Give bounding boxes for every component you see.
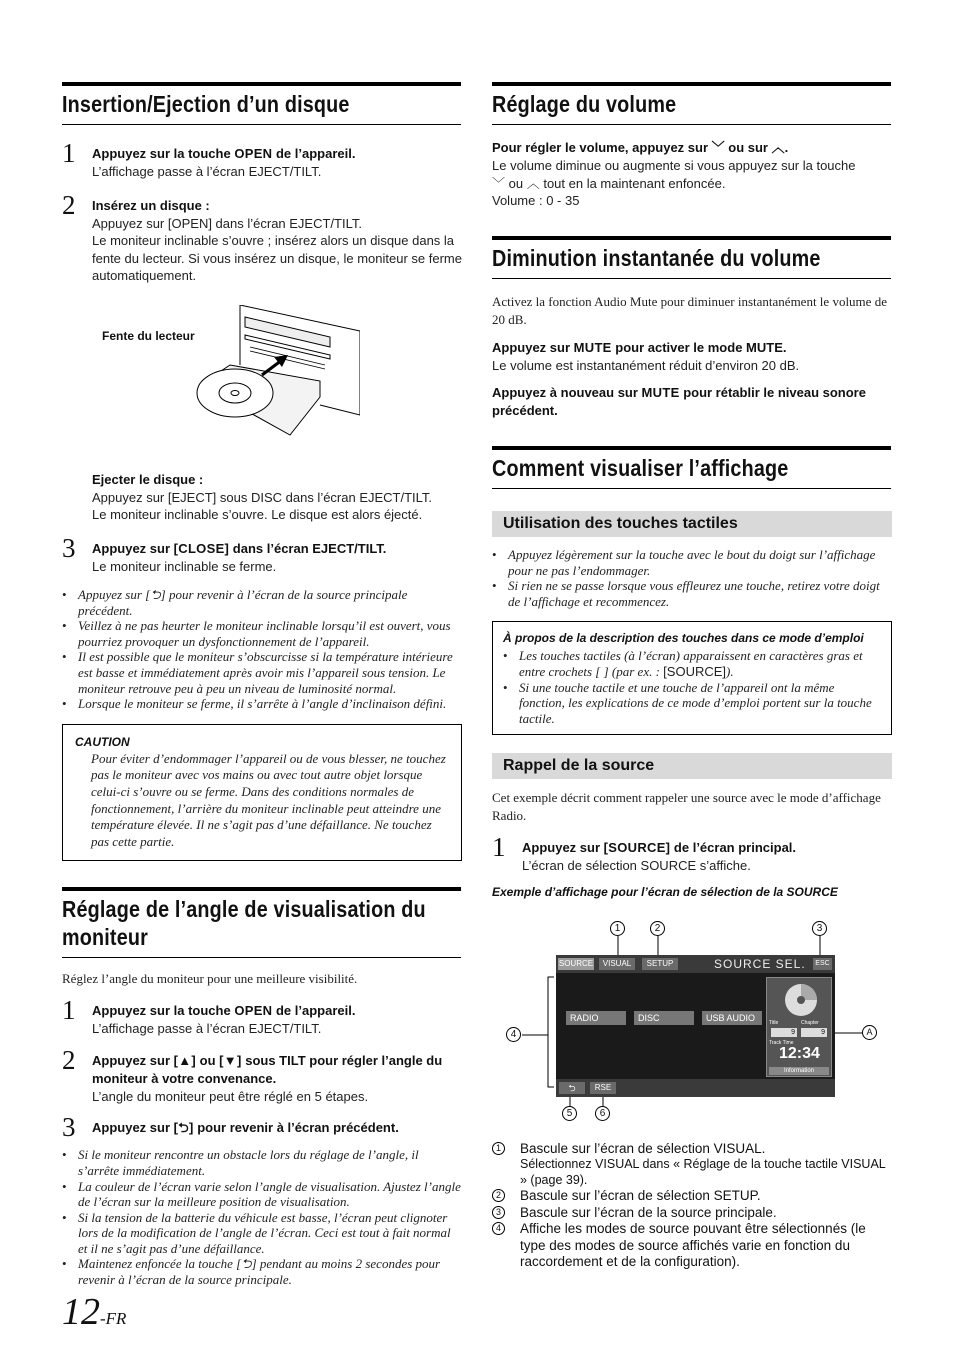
chevron-up-icon: ︿	[526, 175, 540, 191]
example-caption: Exemple d’affichage pour l’écran de sélection de la SOURCE	[492, 884, 838, 899]
angle-step-1: 1 Appuyez sur la touche OPEN de l’appareil. L’affichage passe à l’écran EJECT/TILT.	[62, 995, 356, 1037]
note-item: • Lorsque le moniteur se ferme, il s’arrête à l’angle d’inclinaison défini.	[62, 696, 462, 712]
callout-4: 4	[506, 1027, 521, 1042]
chevron-down-icon: ﹀	[492, 175, 506, 191]
return-icon: ⮌	[178, 1120, 189, 1136]
disc-slot-drawing	[190, 305, 360, 445]
information-button[interactable]: Information	[769, 1067, 829, 1075]
info-panel: Title Chapter 9 9 Track Time 12:34 Information	[766, 977, 832, 1077]
step-3: 3 Appuyez sur [CLOSE] dans l’écran EJECT/TILT. Le moniteur inclinable se ferme.	[62, 532, 387, 574]
slot-label: Fente du lecteur	[102, 328, 195, 343]
track-time: 12:34	[779, 1044, 820, 1062]
angle-step-2: 2 Appuyez sur [▲] ou [▼] sous TILT pour régler l’angle du moniteur à votre convenance. L’angle du moniteur peut être réglé en 5 étapes.	[62, 1044, 443, 1104]
callout-A: A	[862, 1025, 877, 1040]
note-item: • Si une touche tactile et une touche de l’appareil ont la même fonction, les explications de ce mode d’emploi portent sur la touche tactile.	[503, 680, 881, 727]
angle-notes-list	[62, 1147, 462, 1287]
touch-notes	[492, 547, 892, 609]
section-heading-display: Comment visualiser l’affichage	[492, 446, 891, 489]
page-number: 12-FR	[62, 1291, 127, 1333]
right-column: Réglage du volume Pour régler le volume, appuyez sur ﹀ ou sur ︿. Le volume diminue ou augmente si vous appuyez sur la touche ﹀ ou ︿ tout en la maintenant enfoncée. Volume : 0 - 35 Diminution instantanée du volume Activez la fonction Audio Mute pour diminuer instantanément le volume de 20 dB. Appuyez sur MUTE pour activer le mode MUTE. Le volume est instantanément réduit d’environ 20 dB. Appuyez à nouveau sur MUTE pour rétablir le niveau sonore précédent. Comment visualiser l’affichage Utilisation des touches tactiles • Appuyez légèrement sur la touche avec le bout du doigt sur l’affichage pour ne pas l’endommager. • Si rien ne se passe lorsque vous effleurez une touche, retirez votre doigt de l’affichage et recommencez. À propos de la description des touches dans ce mode d’emploi • Les touches tactiles (à l’écran) apparaissent en caractères gras et entre crochets [ ] (par ex. : [SOURCE]). • Si une touche tactile et une touche de l’appareil ont la même fonction, les explications de ce mode d’emploi portent sur la touche tactile. Rappel de la source Cet exemple décrit comment rappeler une source avec le mode d’affichage Radio. 1 Appuyez sur [SOURCE] de l’écran principal. L’écran de sélection SOURCE s’affiche. Exemple d’affichage pour l’écran de sélection de la SOURCE 1 2 3 4 A 5 6 SOURCE VISUAL SETUP SOURCE SEL. ESC RADIO DISC USB AUDIO Title Chapter 9 9 Track Time 12:34 Information ⮌ RSE 1 Bascule sur l’écran de sélection VISUAL. Sélectionnez VISUAL dans « Réglage de la touche tactile VISUAL » (page 39). 2 Bascule sur l’écran de sélection SETUP. 3 Bascule sur l’écran de la source principale. 4 Affiche les modes de source pouvant être sélectionnés (le type des modes de source affichés varie en fonction du raccordement et de la configuration).	[492, 82, 892, 1271]
eject-instructions: Ejecter le disque : Appuyez sur [EJECT] sous DISC dans l’écran EJECT/TILT. Le moniteur inclinable s’ouvre. Le disque est alors éjecté.	[92, 471, 433, 522]
callout-1: 1	[610, 921, 625, 936]
caution-box: CAUTION Pour éviter d’endommager l’appareil ou de vous blesser, ne touchez pas le moniteur avec vos mains ou avec tout autre objet lorsque celui-ci s’ouvre ou se ferme. Dans des conditions normales de fonctionnement, l’arrière du moniteur inclinable peut atteindre une température élevée. Il ne s’agit pas d’une défaillance. Ne touchez pas cette partie.	[62, 724, 462, 862]
callout-legend: 1 Bascule sur l’écran de sélection VISUAL. Sélectionnez VISUAL dans « Réglage de la touche tactile VISUAL » (page 39). 2 Bascule sur l’écran de sélection SETUP. 3 Bascule sur l’écran de la source principale. 4 Affiche les modes de source pouvant être sélectionnés (le type des modes de source affichés varie en fonction du raccordement et de la configuration).	[492, 1141, 892, 1271]
note-item: • Les touches tactiles (à l’écran) apparaissent en caractères gras et entre crochets [ ] (par ex. : [SOURCE]).	[503, 648, 881, 679]
disc-icon	[779, 982, 819, 1018]
note-item: • Veillez à ne pas heurter le moniteur inclinable lorsqu’il est ouvert, vous pourriez provoquer un dysfonctionnement de l’appareil.	[62, 618, 462, 649]
source-step-1: 1 Appuyez sur [SOURCE] de l’écran principal. L’écran de sélection SOURCE s’affiche.	[492, 832, 797, 874]
return-button[interactable]: ⮌	[559, 1082, 585, 1094]
step-2: 2 Insérez un disque : Appuyez sur [OPEN] dans l’écran EJECT/TILT. Le moniteur inclinable s’ouvre ; insérez alors un disque dans la fente du lecteur. Si vous insérez un disque, le moniteur se ferme automatiquement.	[62, 189, 462, 283]
return-icon: ⮌	[241, 1256, 252, 1272]
disc-button[interactable]: DISC	[634, 1011, 694, 1025]
note-item: • Si la tension de la batterie du véhicule est basse, l’écran peut clignoter lors de la modification de l’angle de l’écran. Ceci est tout à fait normal et il ne s’agit pas d’une défaillance.	[62, 1210, 462, 1257]
left-column: Insertion/Ejection d’un disque 1 Appuyez sur la touche OPEN de l’appareil. L’affichage passe à l’écran EJECT/TILT. 2 Insérez un disque : Appuyez sur [OPEN] dans l’écran EJECT/TILT. Le moniteur inclinable s’ouvre ; insérez alors un disque dans la fente du lecteur. Si vous insérez un disque, le moniteur se ferme automatiquement. Fente du lecteur Ejecter le disque : Appuyez sur [EJECT] sous DISC dans l’écran EJECT/TILT. Le moniteur inclinable s’ouvre. Le disque est alors éjecté. 3 Appuyez sur [CLOSE] dans l’écran EJECT/TILT. Le moniteur inclinable se ferme. • Appuyez sur [⮌] pour revenir à l’écran de la source principale précédent. • Veillez à ne pas heurter le moniteur inclinable lorsqu’il est ouvert, vous pourriez provoquer un dysfonctionnement de l’appareil. • Il est possible que le moniteur s’obscurcisse si la température intérieure est basse et immédiatement après avoir mis l’appareil sous tension. Le moniteur retrouve peu à peu un niveau de luminosité normal. • Lorsque le moniteur se ferme, il s’arrête à l’angle d’inclinaison défini. CAUTION Pour éviter d’endommager l’appareil ou de vous blesser, ne touchez pas le moniteur avec vos mains ou avec tout autre objet lorsque celui-ci s’ouvre ou se ferme. Dans des conditions normales de fonctionnement, l’arrière du moniteur inclinable peut atteindre une température élevée. Il ne s’agit pas d’une défaillance. Ne touchez pas cette partie. Réglage de l’angle de visualisation du moniteur Réglez l’angle du moniteur pour une meilleure visibilité. 1 Appuyez sur la touche OPEN de l’appareil. L’affichage passe à l’écran EJECT/TILT. 2 Appuyez sur [▲] ou [▼] sous TILT pour régler l’angle du moniteur à votre convenance. L’angle du moniteur peut être réglé en 5 étapes. 3 Appuyez sur [⮌] pour revenir à l’écran précédent. • Si le moniteur rencontre un obstacle lors du réglage de l’angle, il s’arrête immédiatement. • La couleur de l’écran varie selon l’angle de visualisation. Ajustez l’angle de l’écran sur la meilleure position de visualisation. • Si la tension de la batterie du véhicule est basse, l’écran peut clignoter lors de la modification de l’angle de l’écran. Ceci est tout à fait normal et il ne s’agit pas d’une défaillance. • Maintenez enfoncée la touche [⮌] pendant au moins 2 secondes pour revenir à l’écran de la source principale.	[62, 82, 462, 1288]
legend-item: 1 Bascule sur l’écran de sélection VISUAL.	[492, 1141, 892, 1158]
touch-key-info-box: À propos de la description des touches dans ce mode d’emploi • Les touches tactiles (à l’écran) apparaissent en caractères gras et entre crochets [ ] (par ex. : [SOURCE]). • Si une touche tactile et une touche de l’appareil ont la même fonction, les explications de ce mode d’emploi portent sur la touche tactile.	[492, 621, 892, 735]
angle-step-3: 3 Appuyez sur [⮌] pour revenir à l’écran précédent.	[62, 1112, 399, 1143]
legend-item: 3 Bascule sur l’écran de la source principale.	[492, 1205, 892, 1222]
subheading-source: Rappel de la source	[492, 753, 892, 779]
callout-5: 5	[562, 1106, 577, 1121]
note-item: • Maintenez enfoncée la touche [⮌] pendant au moins 2 secondes pour revenir à l’écran de la source principale.	[62, 1256, 462, 1287]
callout-2: 2	[650, 921, 665, 936]
legend-item: 2 Bascule sur l’écran de sélection SETUP.	[492, 1188, 892, 1205]
note-item: • Il est possible que le moniteur s’obscurcisse si la température intérieure est basse et immédiatement après avoir mis l’appareil sous tension. Le moniteur retrouve peu à peu un niveau de luminosité normal.	[62, 649, 462, 696]
section-heading-volume: Réglage du volume	[492, 82, 891, 125]
callout-6: 6	[595, 1106, 610, 1121]
chevron-down-icon: ﹀	[711, 140, 725, 155]
tab-source[interactable]: SOURCE	[558, 958, 594, 968]
radio-button[interactable]: RADIO	[566, 1011, 626, 1025]
notes-list	[62, 587, 462, 712]
subheading-touch: Utilisation des touches tactiles	[492, 511, 892, 537]
callout-3: 3	[812, 921, 827, 936]
source-select-screen-diagram	[492, 905, 892, 1127]
source-screen	[556, 955, 835, 1097]
section-heading-angle: Réglage de l’angle de visualisation du moniteur	[62, 887, 461, 958]
screen-title: SOURCE SEL.	[714, 956, 806, 971]
section-heading-mute: Diminution instantanée du volume	[492, 236, 891, 279]
return-icon: ⮌	[150, 587, 161, 602]
note-item: • Si rien ne se passe lorsque vous effleurez une touche, retirez votre doigt de l’affichage et recommencez.	[492, 578, 892, 609]
rse-button[interactable]: RSE	[590, 1082, 616, 1094]
chevron-up-icon: ︿	[771, 140, 785, 155]
note-item: • Appuyez légèrement sur la touche avec le bout du doigt sur l’affichage pour ne pas l’endommager.	[492, 547, 892, 578]
legend-item: 4 Affiche les modes de source pouvant être sélectionnés (le type des modes de source affichés varie en fonction du raccordement et de la configuration).	[492, 1221, 892, 1271]
section-heading-insertion: Insertion/Ejection d’un disque	[62, 82, 461, 125]
esc-button[interactable]: ESC	[813, 958, 832, 970]
usb-audio-button[interactable]: USB AUDIO	[702, 1011, 762, 1025]
step-1: 1 Appuyez sur la touche OPEN de l’appareil. L’affichage passe à l’écran EJECT/TILT.	[62, 138, 356, 179]
tab-setup[interactable]: SETUP	[642, 958, 678, 970]
disc-insertion-illustration	[62, 305, 462, 453]
tab-visual[interactable]: VISUAL	[599, 958, 635, 970]
note-item: • Appuyez sur [⮌] pour revenir à l’écran de la source principale précédent.	[62, 587, 462, 618]
note-item: • La couleur de l’écran varie selon l’angle de visualisation. Ajustez l’angle de l’écran sur la meilleure position de visualisation.	[62, 1179, 462, 1210]
note-item: • Si le moniteur rencontre un obstacle lors du réglage de l’angle, il s’arrête immédiatement.	[62, 1147, 462, 1178]
